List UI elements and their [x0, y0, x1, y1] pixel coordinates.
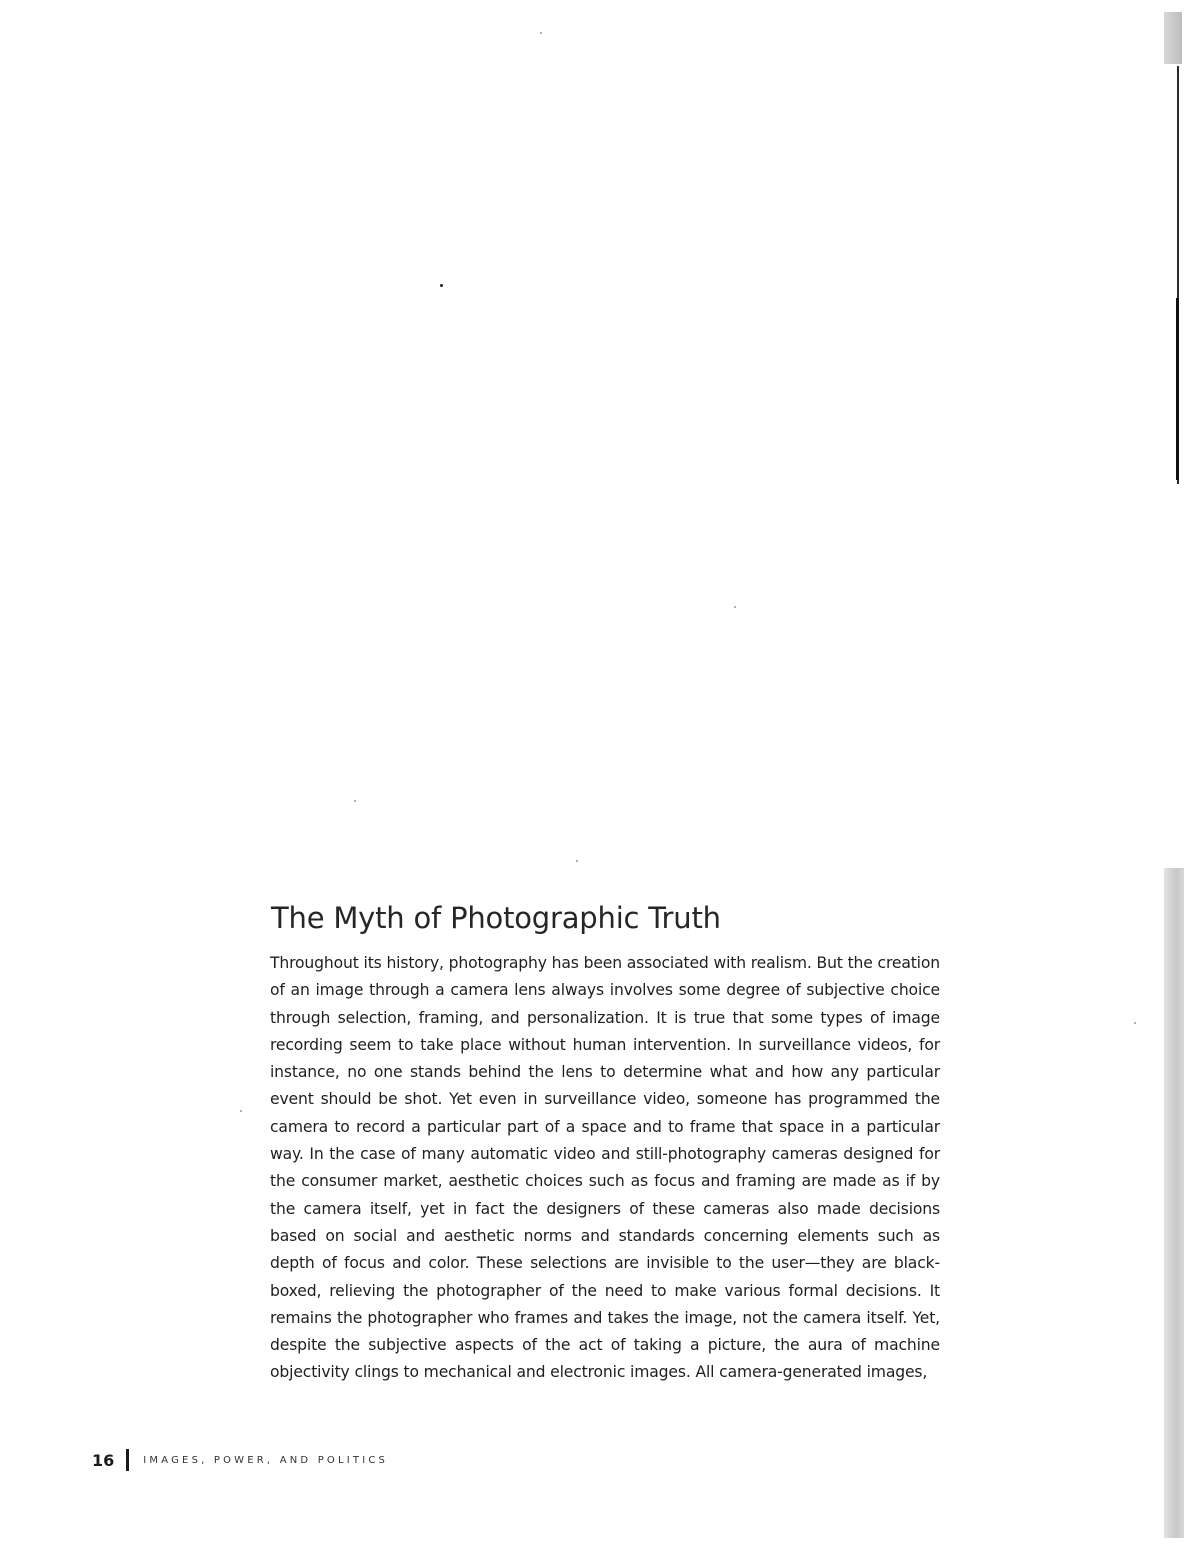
- scan-speck: [354, 800, 356, 802]
- scan-speck: [240, 1110, 242, 1112]
- page-number: 16: [92, 1450, 115, 1470]
- scan-edge-shadow: [1164, 12, 1182, 64]
- article-title: The Myth of Photographic Truth: [271, 901, 721, 935]
- scan-speck: [440, 284, 443, 287]
- page-footer: [92, 1447, 388, 1473]
- body-paragraph: Throughout its history, photography has been associated with realism. But the creation of an image through a camera lens always involves some degree of subjective choice through selection, framing, and personalization. It is true that some types of image recording seem to take place without human intervention. In surveillance videos, for instance, no one stands behind the lens to determine what and how any particular event should be shot. Yet even in surveillance video, someone has programmed the camera to record a particular part of a space and to frame that space in a particular way. In the case of many automatic video and still-photography cameras designed for the consumer market, aesthetic choices such as focus and framing are made as if by the camera itself, yet in fact the designers of these cameras also made decisions based on social and aesthetic norms and standards concerning elements such as depth of focus and color. These selections are invisible to the user—they are black-boxed, relieving the photographer of the need to make various formal decisions. It remains the photographer who frames and takes the image, not the camera itself. Yet, despite the subjective aspects of the act of taking a picture, the aura of machine objectivity clings to mechanical and electronic images. All camera-generated images,: [270, 954, 940, 1382]
- running-head: IMAGES, POWER, AND POLITICS: [143, 1454, 389, 1466]
- footer-divider: [126, 1449, 129, 1471]
- scan-speck: [1134, 1022, 1136, 1024]
- scan-speck: [540, 32, 542, 34]
- scan-speck: [576, 860, 578, 862]
- scan-edge-shadow: [1164, 868, 1184, 1538]
- scan-speck: [734, 606, 736, 608]
- scan-edge-line: [1176, 298, 1179, 480]
- article: [264, 896, 940, 1387]
